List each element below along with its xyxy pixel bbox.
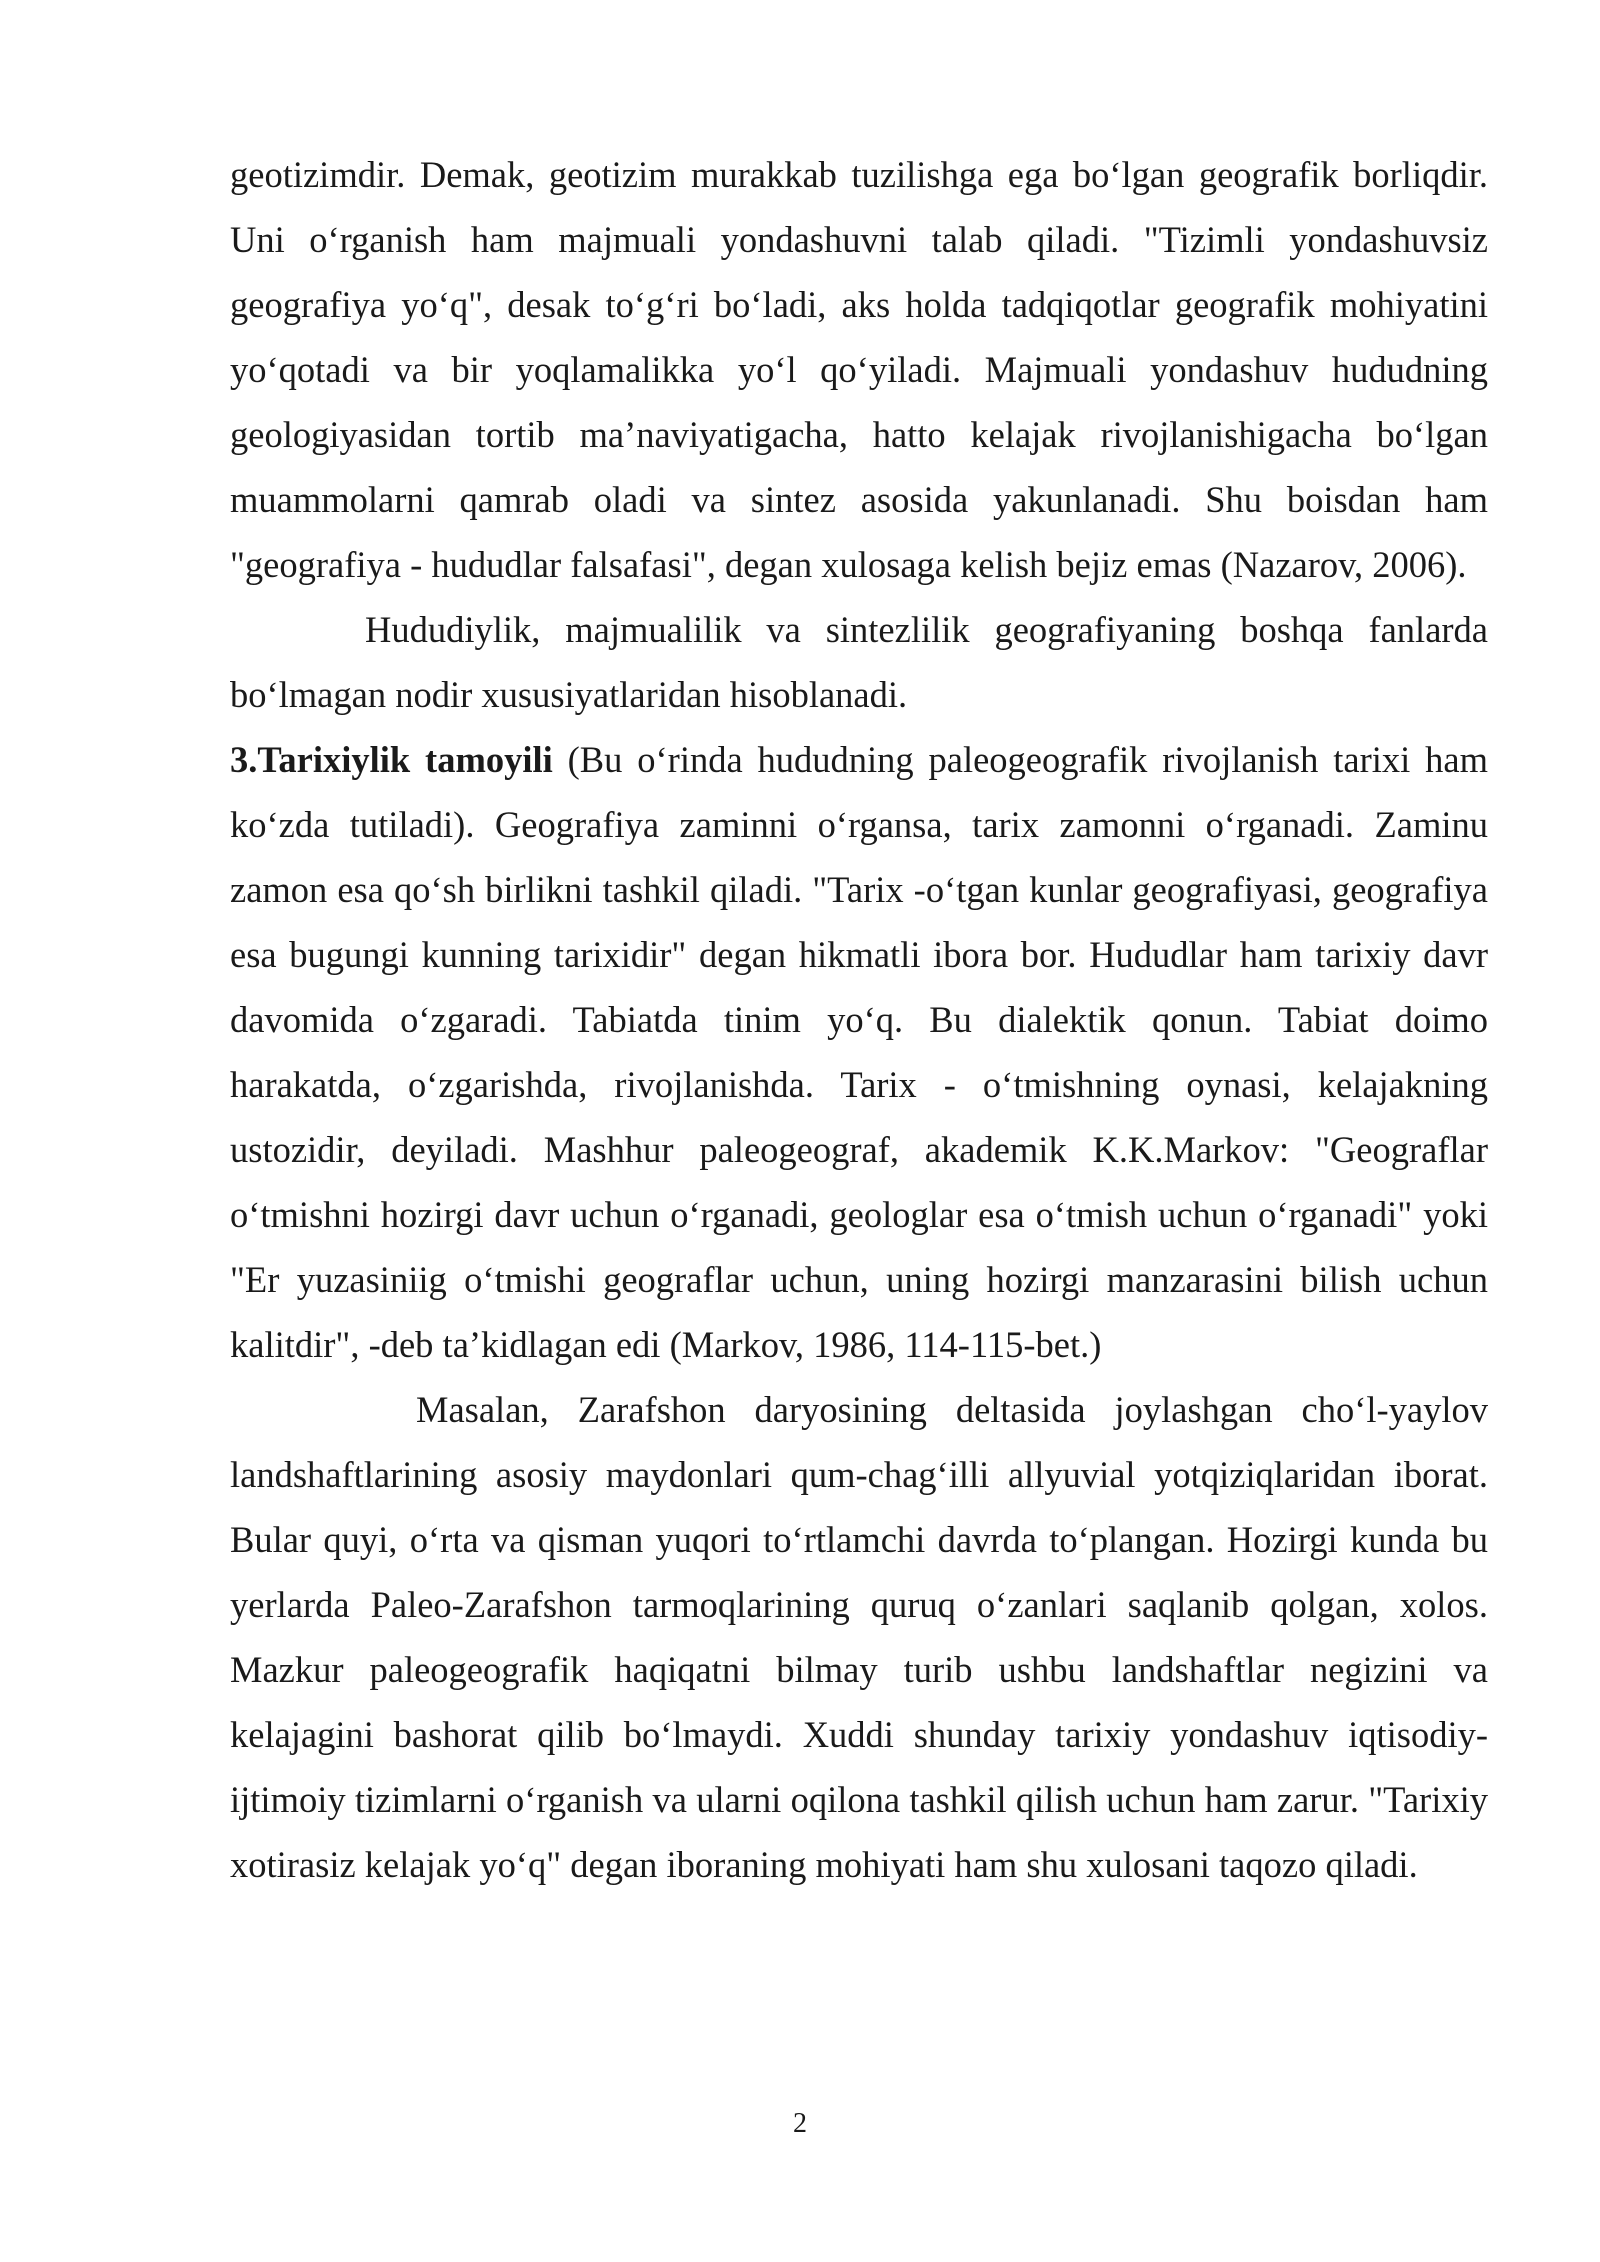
paragraph-historical-principle bbox=[230, 727, 1488, 1377]
paragraph-continuation: geotizimdir. Demak, geotizim murakkab tuzilishga ega bo‘lgan geografik borliqdir. Uni o‘rganish ham majmuali yondashuvni talab qiladi. "Tizimli yondashuvsiz geografiya yo‘q", desak to‘g‘ri bo‘ladi, aks holda tadqiqotlar geografik mohiyatini yo‘qotadi va bir yoqlamalikka yo‘l qo‘yiladi. Majmuali yondashuv hududning geologiyasidan tortib ma’naviyatigacha, hatto kelajak rivojlanishigacha bo‘lgan muammolarni qamrab oladi va sintez asosida yakunlanadi. Shu boisdan ham "geografiya - hududlar falsafasi", degan xulosaga kelish bejiz emas (Nazarov, 2006). bbox=[230, 154, 1488, 585]
section-text: (Bu o‘rinda hududning paleogeografik rivojlanish tarixi ham ko‘zda tutiladi). Geografiya zaminni o‘rgansa, tarix zamonni o‘rganadi. Zaminu zamon esa qo‘sh birlikni tashkil qiladi. "Tarix -o‘tgan kunlar geografiyasi, geografiya esa bugungi kunning tarixidir" degan hikmatli ibora bor. Hududlar ham tarixiy davr davomida o‘zgaradi. Tabiatda tinim yo‘q. Bu dialektik qonun. Tabiat doimo harakatda, o‘zgarishda, rivojlanishda. Tarix - o‘tmishning oynasi, kelajakning ustozidir, deyiladi. Mashhur paleogeograf, akademik K.K.Markov: "Geograflar o‘tmishni hozirgi davr uchun o‘rganadi, geologlar esa o‘tmish uchun o‘rganadi" yoki "Er yuzasiniig o‘tmishi geograflar uchun, uning hozirgi manzarasini bilish uchun kalitdir", -deb ta’kidlagan edi (Markov, 1986, 114-115-bet.) bbox=[230, 739, 1488, 1365]
paragraph-summary: Hududiylik, majmualilik va sintezlilik geografiyaning boshqa fanlarda bo‘lmagan nodir xususiyatlaridan hisoblanadi. bbox=[230, 609, 1488, 715]
body-text bbox=[230, 142, 1488, 1897]
paragraph-zarafshon-example: Masalan, Zarafshon daryosining deltasida joylashgan cho‘l-yaylov landshaftlarining asosiy maydonlari qum-chag‘illi allyuvial yotqiziqlaridan iborat. Bular quyi, o‘rta va qisman yuqori to‘rtlamchi davrda to‘plangan. Hozirgi kunda bu yerlarda Paleo-Zarafshon tarmoqlarining quruq o‘zanlari saqlanib qolgan, xolos. Mazkur paleogeografik haqiqatni bilmay turib ushbu landshaftlar negizini va kelajagini bashorat qilib bo‘lmaydi. Xuddi shunday tarixiy yondashuv iqtisodiy-ijtimoiy tizimlarni o‘rganish va ularni oqilona tashkil qilish uchun ham zarur. "Tarixiy xotirasiz kelajak yo‘q" degan iboraning mohiyati ham shu xulosani taqozo qiladi. bbox=[230, 1389, 1488, 1885]
page-number: 2 bbox=[793, 2108, 807, 2139]
section-heading: 3.Tarixiylik tamoyili bbox=[230, 739, 553, 780]
